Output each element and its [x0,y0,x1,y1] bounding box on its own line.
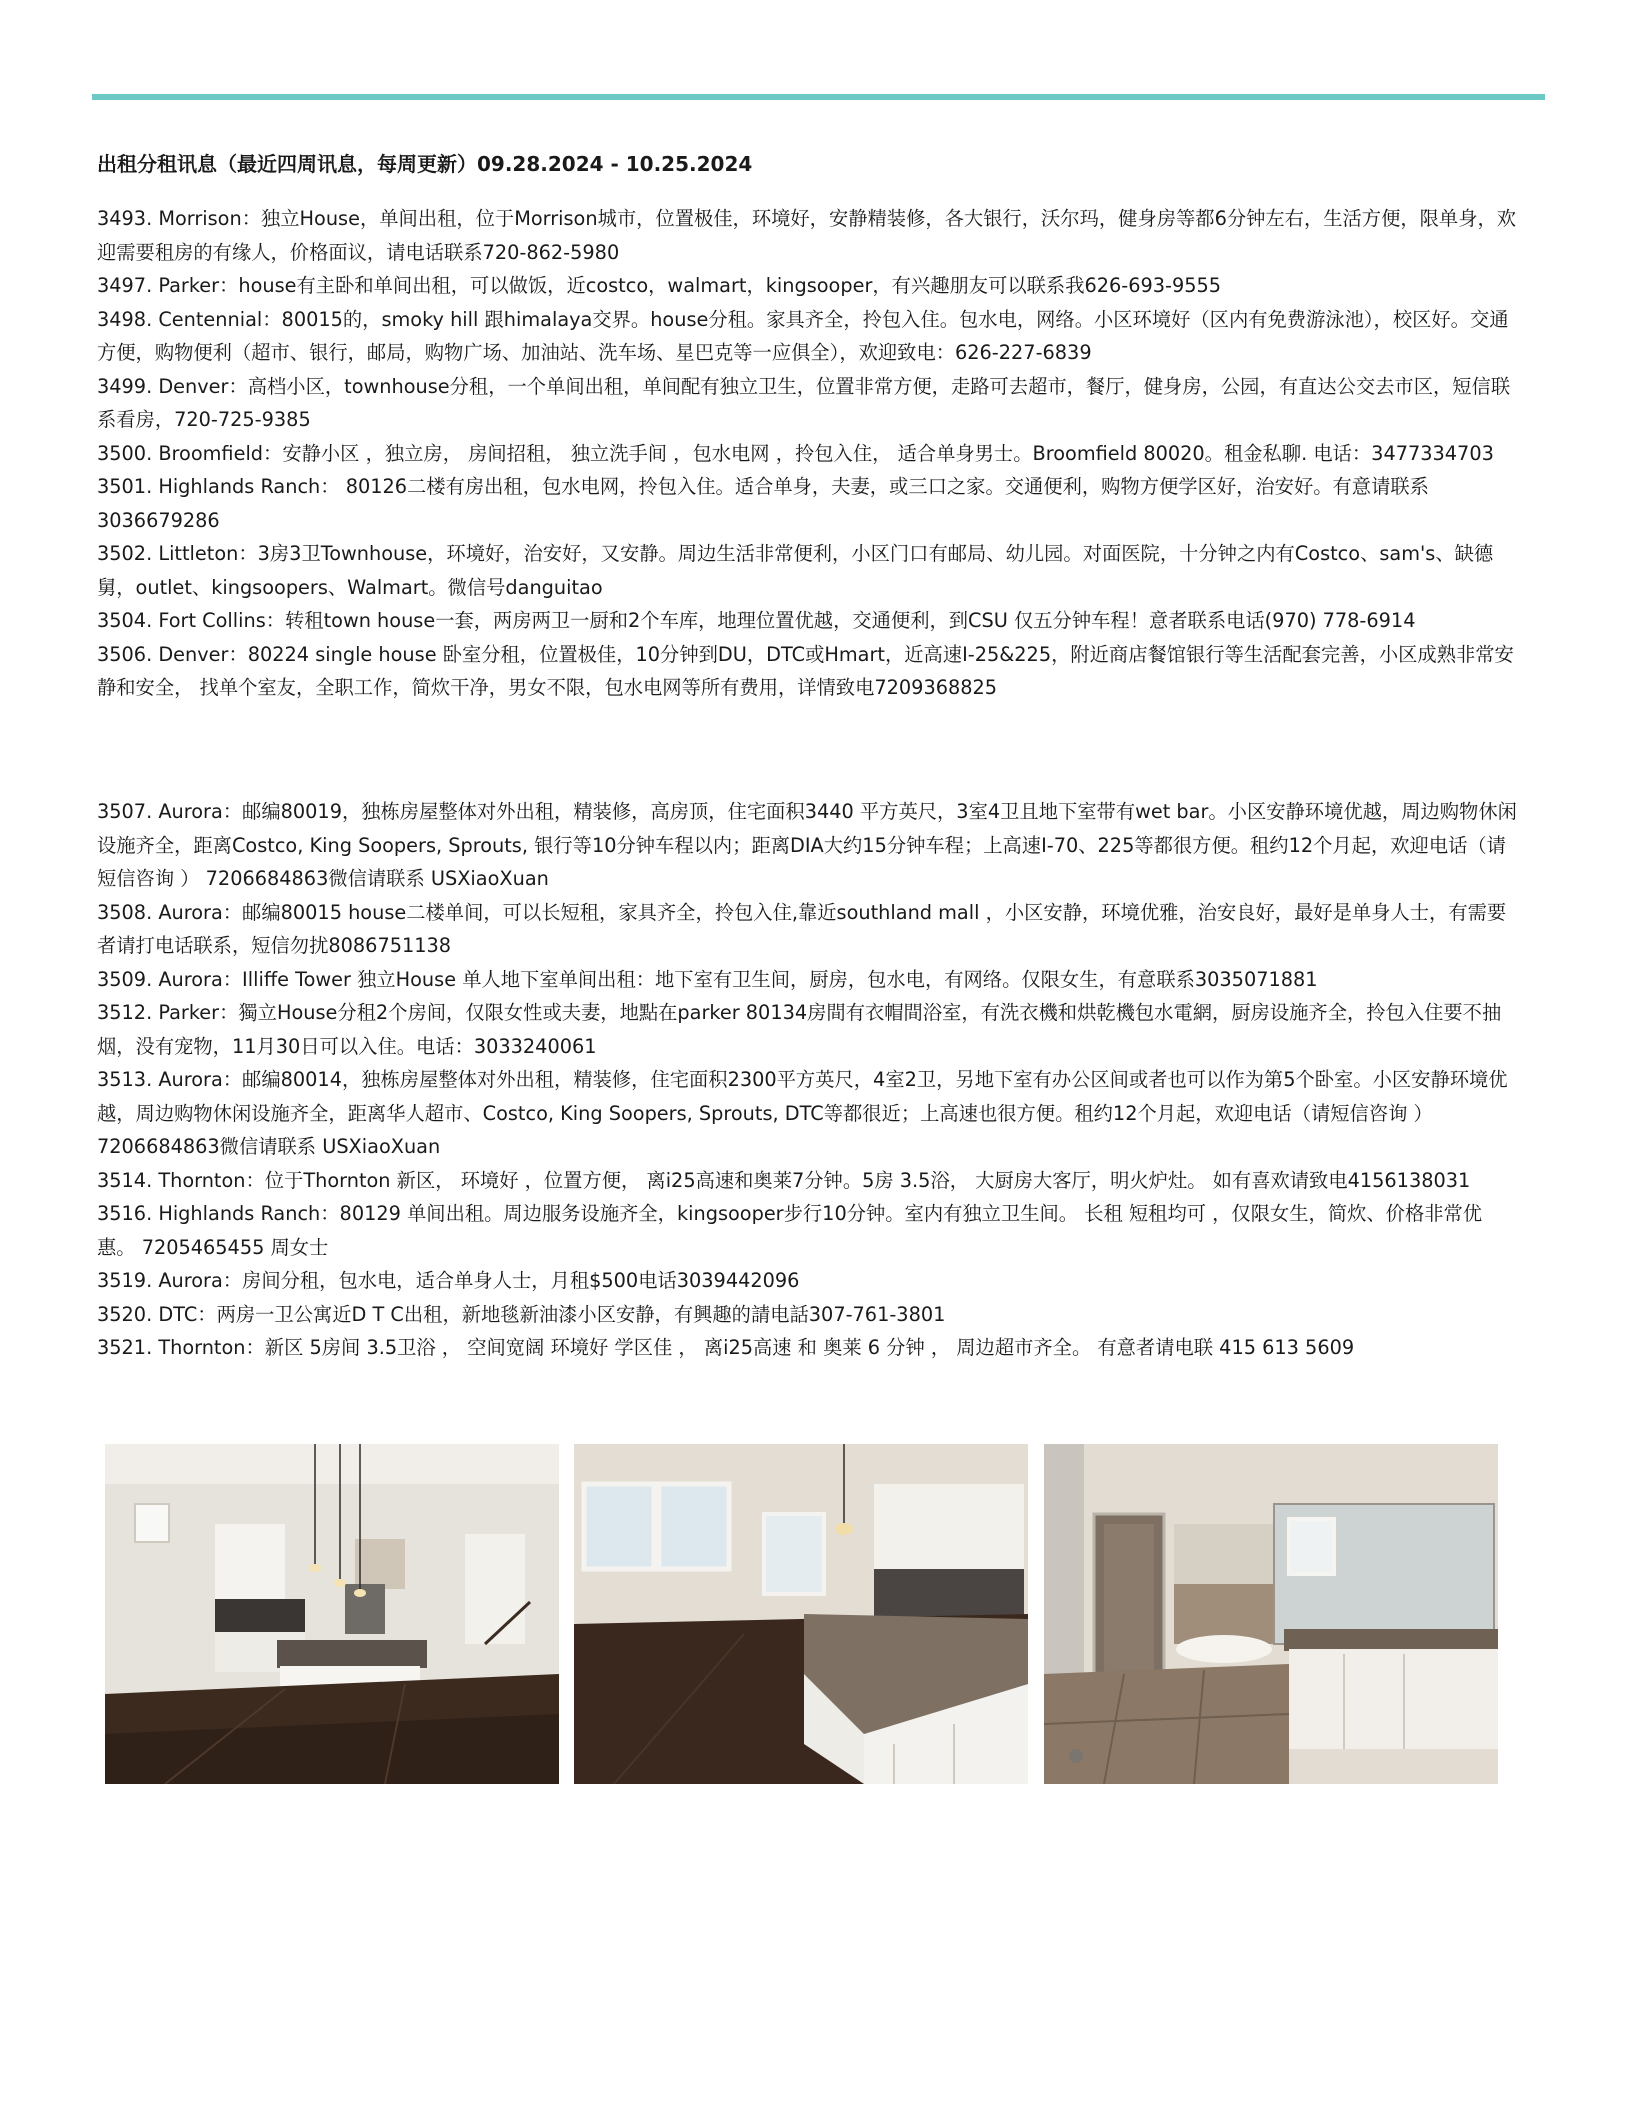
listing-item: 3516. Highlands Ranch：80129 单间出租。周边服务设施齐全，kingsooper步行10分钟。室内有独立卫生间。 长租 短租均可 ，仅限女生，简炊、价格非常优惠。 7205465455 周女士 [97,1202,1483,1259]
page-heading: 出租分租讯息（最近四周讯息，每周更新）09.28.2024 - 10.25.2024 [97,152,753,176]
listing-item: 3509. Aurora：Illiffe Tower 独立House 单人地下室单间出租：地下室有卫生间，厨房，包水电，有网络。仅限女生，有意联系3035071881 [97,967,1318,991]
listing-item: 3497. Parker：house有主卧和单间出租，可以做饭，近costco，walmart，kingsooper，有兴趣朋友可以联系我626-693-9555 [97,274,1222,297]
listing-item: 3493. Morrison：独立House，单间出租，位于Morrison城市，位置极佳，环境好，安静精装修，各大银行，沃尔玛，健身房等都6分钟左右，生活方便，限单身，欢迎需要租房的有缘人，价格面议，请电话联系720-862-5980 [97,207,1517,264]
bathroom-photo [1044,1444,1498,1784]
listing-item: 3519. Aurora：房间分租，包水电，适合单身人士，月租$500电话3039442096 [97,1269,800,1292]
listing-item: 3500. Broomfield：安静小区 ，独立房， 房间招租， 独立洗手间 ，包水电网 ，拎包入住， 适合单身男士。Broomfield 80020。租金私聊. 电话：3477334703 [97,441,1494,465]
kitchen-photo [105,1444,559,1784]
listing-item: 3498. Centennial：80015的，smoky hill 跟himalaya交界。house分租。家具齐全，拎包入住。包水电，网络。小区环境好（区内有免费游泳池），校区好。交通方便，购物便利（超市、银行，邮局，购物广场、加油站、洗车场、星巴克等一应俱全），欢迎致电：626-227-6839 [97,307,1509,364]
listing-item: 3507. Aurora：邮编80019，独栋房屋整体对外出租，精装修，高房顶，住宅面积3440 平方英尺，3室4卫且地下室带有wet bar。小区安静环境优越，周边购物休闲设施齐全，距离Costco, King Soopers, Sprouts, 银行等10分钟车程以内；距离DIA大约15分钟车程；上高速I-70、225等都很方便。租约12个月起，欢迎电话（请短信咨询 ） 7206684863微信请联系 USXiaoXuan [97,800,1517,890]
listing-item: 3506. Denver：80224 single house 卧室分租，位置极佳，10分钟到DU，DTC或Hmart，近高速I-25&225，附近商店餐馆银行等生活配套完善，小区成熟非常安静和安全， 找单个室友，全职工作，简炊干净，男女不限，包水电网等所有费用，详情致电7209368825 [97,642,1514,699]
listing-item: 3502. Littleton：3房3卫Townhouse，环境好，治安好，又安静。周边生活非常便利，小区门口有邮局、幼儿园。对面医院，十分钟之内有Costco、sam's、缺德舅，outlet、kingsoopers、Walmart。微信号danguitao [97,542,1494,599]
property-photo-strip [105,1444,1505,1784]
listings-section-2 [97,795,1517,1365]
listing-item: 3508. Aurora：邮编80015 house二楼单间，可以长短租，家具齐全，拎包入住,靠近southland mall ，小区安静，环境优雅，治安良好，最好是单身人士，有需要者请打电话联系，短信勿扰8086751138 [97,900,1507,957]
listing-item: 3512. Parker：獨立House分租2个房间，仅限女性或夫妻，地點在parker 80134房間有衣帽間浴室，有洗衣機和烘乾機包水電網，厨房设施齐全，拎包入住要不抽烟，没有宠物，11月30日可以入住。电话：3033240061 [97,1001,1502,1058]
living-room-photo [574,1444,1028,1784]
listing-item: 3520. DTC：两房一卫公寓近D T C出租，新地毯新油漆小区安静，有興趣的請电話307-761-3801 [97,1302,946,1326]
top-divider-line [92,94,1545,100]
listing-item: 3513. Aurora：邮编80014，独栋房屋整体对外出租，精装修，住宅面积2300平方英尺，4室2卫，另地下室有办公区间或者也可以作为第5个卧室。小区安静环境优越，周边购物休闲设施齐全，距离华人超市、Costco, King Soopers, Sprouts, DTC等都很近；上高速也很方便。租约12个月起，欢迎电话（请短信咨询 ） 7206684863微信请联系 USXiaoXuan [97,1068,1508,1158]
listing-item: 3504. Fort Collins：转租town house一套，两房两卫一厨和2个车库，地理位置优越，交通便利，到CSU 仅五分钟车程！意者联系电话(970) 778-6914 [97,609,1416,632]
listing-item: 3514. Thornton：位于Thornton 新区， 环境好 ，位置方便， 离i25高速和奥莱7分钟。5房 3.5浴， 大厨房大客厅，明火炉灶。 如有喜欢请致电4156138031 [97,1168,1471,1192]
listings-section-1 [97,202,1517,705]
listing-item: 3521. Thornton：新区 5房间 3.5卫浴 ， 空间宽阔 环境好 学区佳 ， 离i25高速 和 奥莱 6 分钟 ， 周边超市齐全。 有意者请电联 415 613 5609 [97,1336,1355,1359]
listing-item: 3499. Denver：高档小区，townhouse分租，一个单间出租，单间配有独立卫生，位置非常方便，走路可去超市，餐厅，健身房，公园，有直达公交去市区，短信联系看房，720-725-9385 [97,374,1511,431]
listing-item: 3501. Highlands Ranch： 80126二楼有房出租，包水电网，拎包入住。适合单身，夫妻，或三口之家。交通便利，购物方便学区好，治安好。有意请联系3036679286 [97,475,1429,532]
